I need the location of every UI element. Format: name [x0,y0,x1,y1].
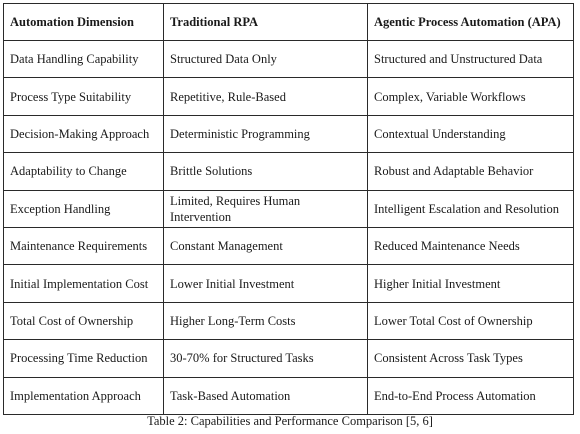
table-row [4,377,574,414]
dimension-cell: Total Cost of Ownership [4,302,164,339]
dimension-cell: Processing Time Reduction [4,340,164,377]
rpa-cell: Higher Long-Term Costs [164,302,368,339]
apa-cell: Complex, Variable Workflows [368,78,574,115]
table-row [4,115,574,152]
rpa-cell: Deterministic Programming [164,115,368,152]
apa-cell: Intelligent Escalation and Resolution [368,190,574,227]
header-cell-apa: Agentic Process Automation (APA) [368,4,574,41]
rpa-cell: Task-Based Automation [164,377,368,414]
dimension-cell: Adaptability to Change [4,153,164,190]
apa-cell: Consistent Across Task Types [368,340,574,377]
dimension-cell: Implementation Approach [4,377,164,414]
rpa-cell: Brittle Solutions [164,153,368,190]
header-row [4,4,574,41]
table-row [4,227,574,264]
table-row [4,265,574,302]
apa-cell: Lower Total Cost of Ownership [368,302,574,339]
rpa-cell: Constant Management [164,227,368,264]
dimension-cell: Maintenance Requirements [4,227,164,264]
dimension-cell: Data Handling Capability [4,41,164,78]
dimension-cell: Exception Handling [4,190,164,227]
table-header [4,4,574,41]
dimension-cell: Initial Implementation Cost [4,265,164,302]
apa-cell: Contextual Understanding [368,115,574,152]
table-caption: Table 2: Capabilities and Performance Comparison [5, 6] [147,414,433,428]
rpa-cell: Repetitive, Rule-Based [164,78,368,115]
header-cell-dimension: Automation Dimension [4,4,164,41]
apa-cell: End-to-End Process Automation [368,377,574,414]
rpa-cell: Structured Data Only [164,41,368,78]
apa-cell: Higher Initial Investment [368,265,574,302]
table-row [4,190,574,227]
rpa-cell: 30-70% for Structured Tasks [164,340,368,377]
table-row [4,340,574,377]
table-row [4,153,574,190]
apa-cell: Robust and Adaptable Behavior [368,153,574,190]
apa-cell: Reduced Maintenance Needs [368,227,574,264]
dimension-cell: Decision-Making Approach [4,115,164,152]
table-row [4,78,574,115]
dimension-cell: Process Type Suitability [4,78,164,115]
apa-cell: Structured and Unstructured Data [368,41,574,78]
header-cell-traditional-rpa: Traditional RPA [164,4,368,41]
rpa-cell: Lower Initial Investment [164,265,368,302]
comparison-table [3,3,574,415]
rpa-cell: Limited, Requires Human Intervention [164,190,368,227]
table-row [4,41,574,78]
table-body [4,41,574,415]
table-row [4,302,574,339]
